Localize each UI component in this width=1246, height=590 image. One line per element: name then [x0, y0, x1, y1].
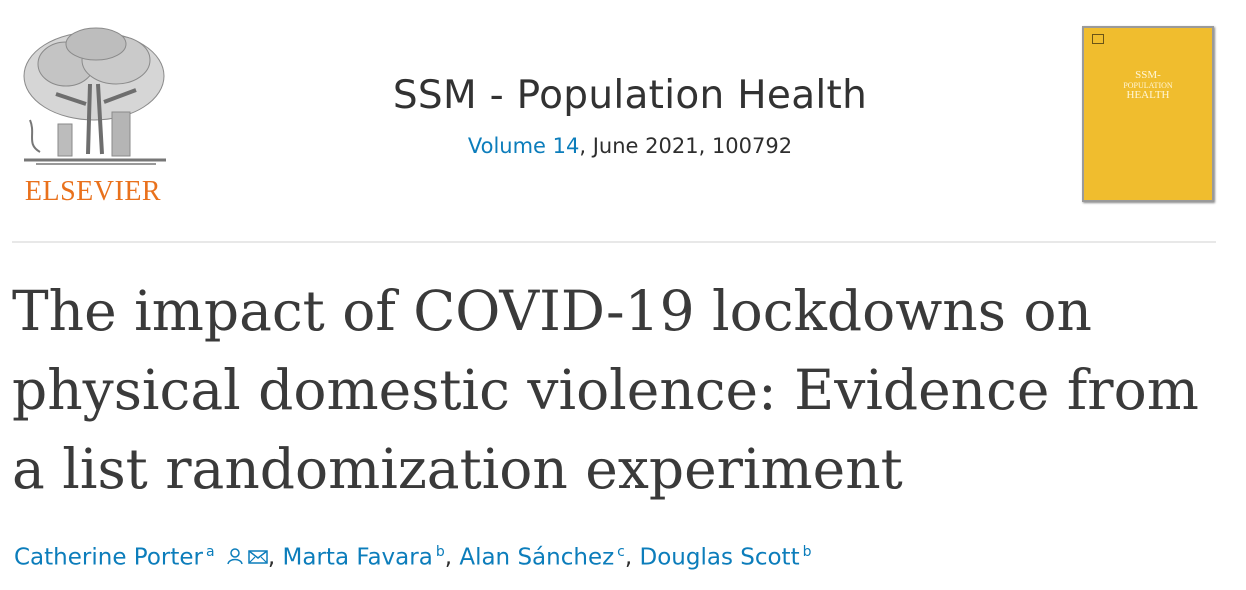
- affiliation-marker[interactable]: a: [206, 544, 215, 560]
- cover-title-line: HEALTH: [1126, 89, 1170, 101]
- journal-cover[interactable]: [1082, 26, 1214, 202]
- author-link[interactable]: Douglas Scott: [639, 544, 800, 571]
- cover-title: [1084, 70, 1212, 101]
- journal-title[interactable]: SSM - Population Health: [392, 73, 868, 118]
- author-separator: ,: [267, 544, 283, 571]
- author-link[interactable]: Alan Sánchez: [459, 544, 615, 571]
- publisher-name: ELSEVIER: [24, 176, 162, 207]
- publisher-logo[interactable]: [12, 24, 174, 207]
- author-separator: ,: [444, 544, 460, 571]
- affiliation-marker[interactable]: c: [617, 544, 625, 560]
- article-title: The impact of COVID-19 lockdowns on physical domestic violence: Evidence from a list randomization experiment: [12, 279, 1199, 501]
- volume-link[interactable]: Volume 14: [467, 134, 580, 158]
- affiliation-marker[interactable]: b: [435, 544, 445, 560]
- header-divider: [12, 241, 1216, 243]
- author-link[interactable]: Catherine Porter: [14, 544, 203, 571]
- cover-publisher-mark-icon: [1092, 34, 1104, 44]
- elsevier-tree-icon: [16, 24, 172, 169]
- affiliation-marker[interactable]: b: [802, 544, 812, 560]
- author-separator: ,: [624, 544, 640, 571]
- issue-details: , June 2021, 100792: [579, 134, 793, 158]
- person-icon[interactable]: [226, 545, 244, 571]
- author-list: [14, 544, 811, 571]
- cover-title-line: SSM-: [1135, 69, 1161, 81]
- journal-issue: [250, 134, 1010, 158]
- envelope-icon[interactable]: [248, 545, 268, 571]
- cover-title-line: POPULATION: [1123, 81, 1173, 90]
- journal-header: [250, 72, 1010, 158]
- author-link[interactable]: Marta Favara: [282, 544, 433, 571]
